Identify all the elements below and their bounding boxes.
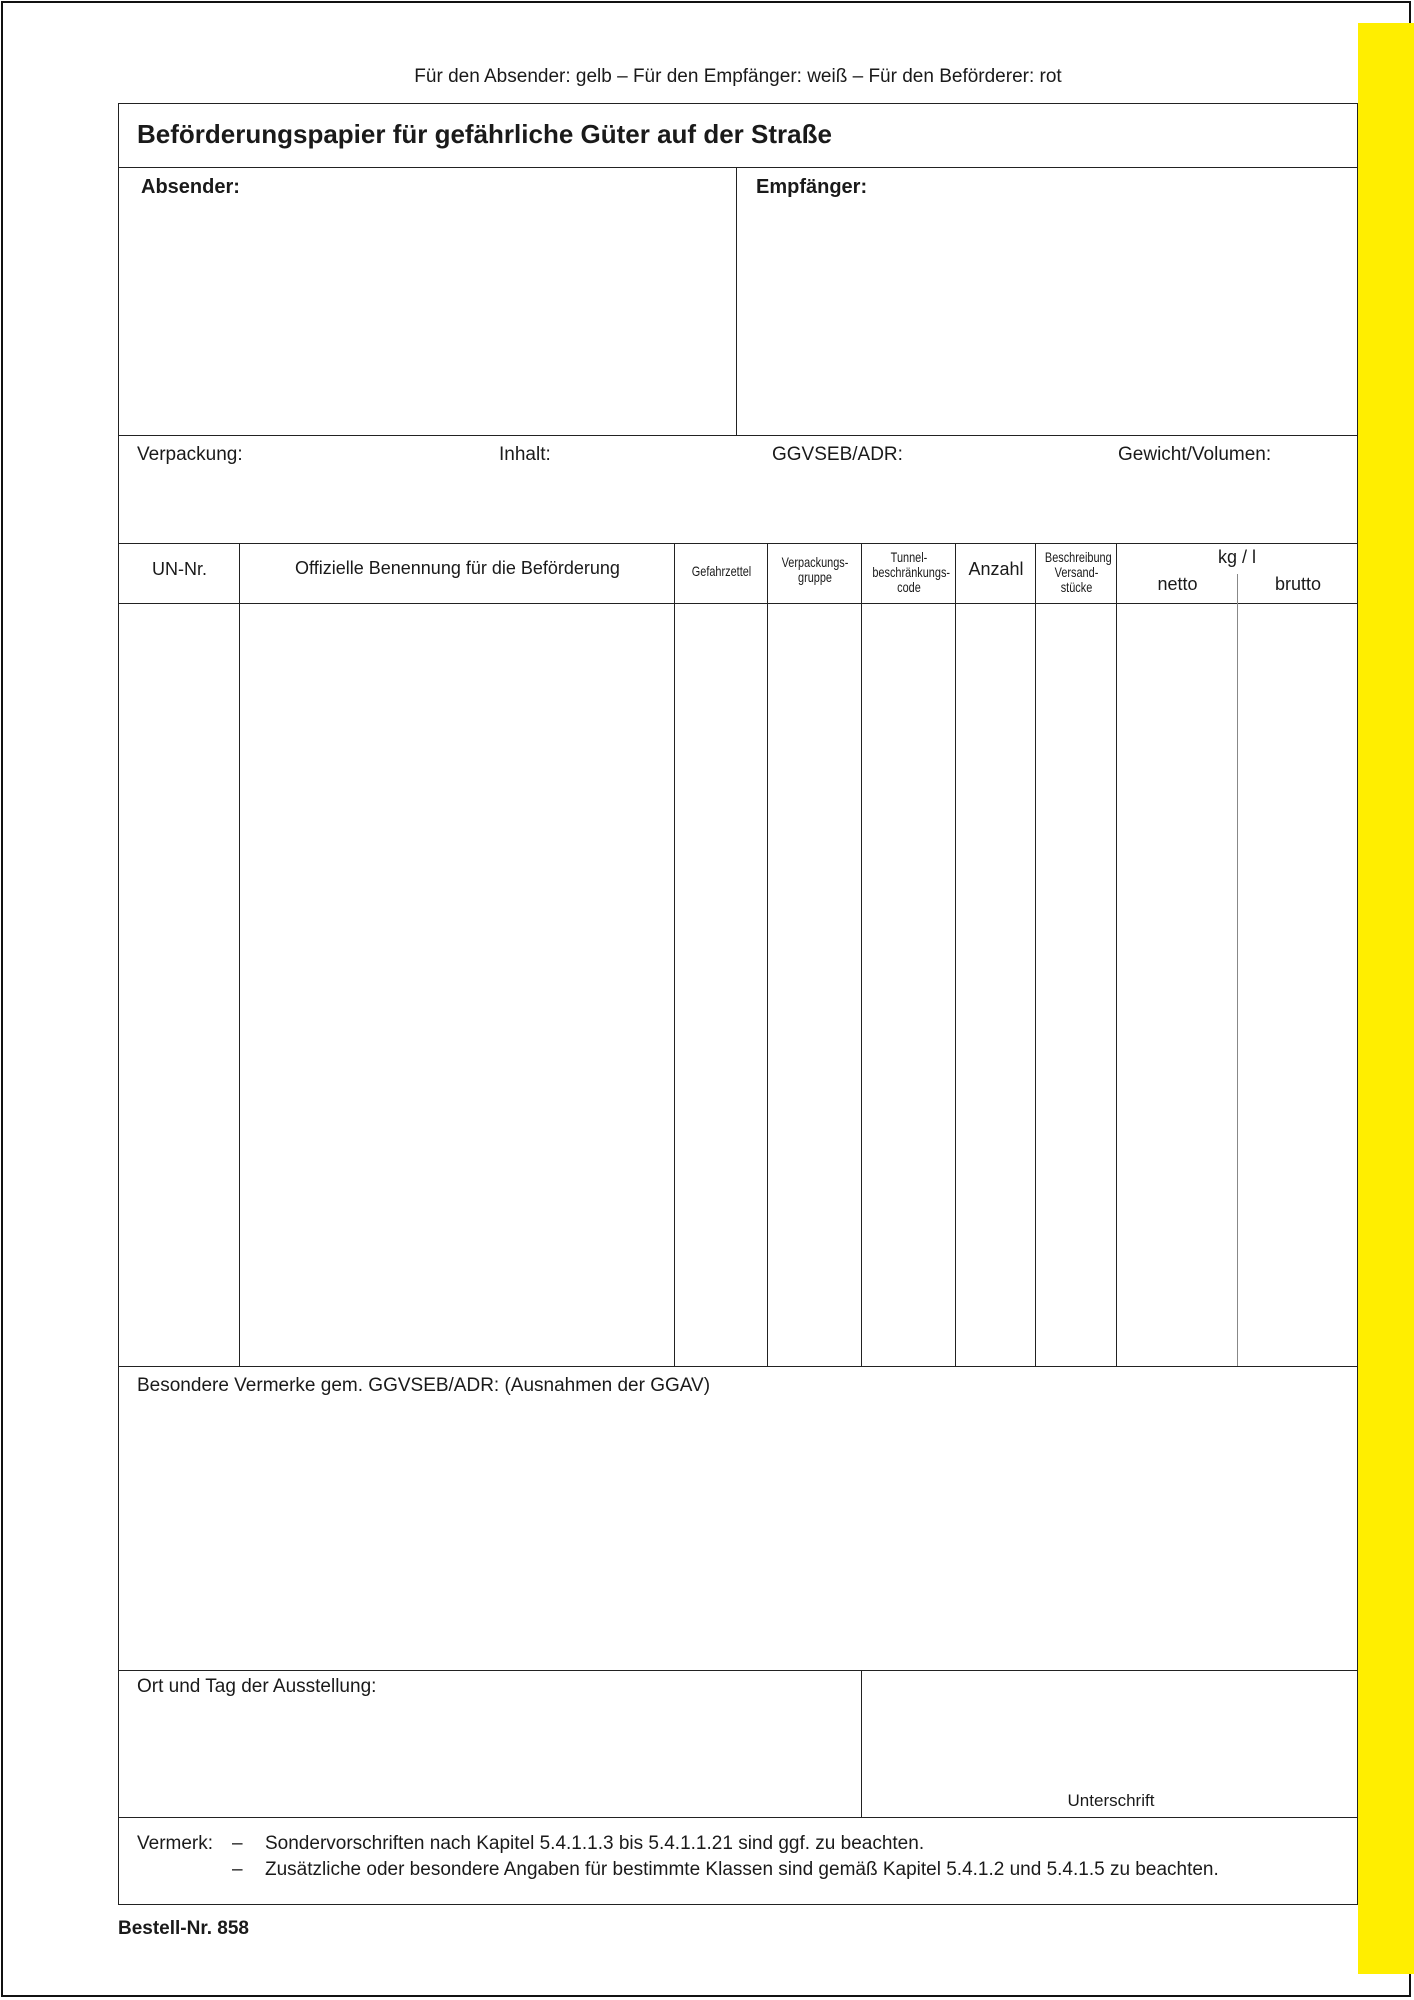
table-cell-net[interactable] — [1118, 605, 1237, 1365]
table-cell-gross[interactable] — [1239, 605, 1357, 1365]
special-notes-label: Besondere Vermerke gem. GGVSEB/ADR: (Ausnahmen der GGAV) — [137, 1375, 711, 1396]
meta-fields[interactable] — [119, 470, 1357, 542]
divider — [118, 543, 1358, 544]
divider — [118, 167, 1358, 168]
divider — [118, 603, 1358, 604]
col-header-tunnel-code-line: beschränkungs- — [872, 564, 951, 580]
table-cell-hazard-label[interactable] — [676, 605, 767, 1365]
divider — [239, 544, 240, 1366]
divider — [767, 544, 768, 1366]
divider — [118, 1366, 1358, 1367]
col-header-package-description-line: Beschreibung — [1044, 549, 1112, 565]
remark-dash: – — [232, 1859, 243, 1880]
place-date-label: Ort und Tag der Ausstellung: — [137, 1676, 377, 1697]
ggvseb-label: GGVSEB/ADR: — [772, 444, 903, 465]
col-header-tunnel-code-line: Tunnel- — [890, 549, 928, 565]
col-header-hazard-label: Gefahrzettel — [691, 563, 752, 579]
table-cell-quantity[interactable] — [957, 605, 1035, 1365]
sender-field[interactable] — [119, 169, 736, 434]
divider — [118, 435, 1358, 436]
remark-item: Sondervorschriften nach Kapitel 5.4.1.1.3 bis 5.4.1.1.21 sind ggf. zu beachten. — [265, 1833, 925, 1854]
special-notes-field[interactable] — [119, 1400, 1357, 1668]
col-header-quantity: Anzahl — [968, 559, 1024, 579]
divider — [1116, 544, 1117, 1366]
col-header-official-name: Offizielle Benennung für die Beförderung — [295, 558, 620, 578]
divider — [1237, 574, 1238, 1366]
table-cell-un-nr[interactable] — [119, 605, 239, 1365]
table-cell-tunnel-code[interactable] — [863, 605, 955, 1365]
col-header-tunnel-code — [872, 549, 951, 595]
weight-volume-label: Gewicht/Volumen: — [1118, 444, 1272, 465]
divider — [118, 1817, 1358, 1818]
divider — [1035, 544, 1036, 1366]
col-header-package-description — [1044, 549, 1112, 595]
signature-label: Unterschrift — [1067, 1791, 1155, 1810]
form-title: Beförderungspapier für gefährliche Güter auf der Straße — [137, 119, 832, 149]
remark-dash: – — [232, 1833, 243, 1854]
col-header-un-nr: UN-Nr. — [152, 559, 207, 579]
recipient-label: Empfänger: — [756, 176, 868, 198]
yellow-copy-strip — [1358, 23, 1414, 1974]
divider — [736, 168, 737, 435]
table-cell-packing-group[interactable] — [769, 605, 861, 1365]
col-header-net: netto — [1157, 574, 1198, 594]
col-header-kg-l: kg / l — [1217, 547, 1256, 567]
signature-field[interactable] — [863, 1672, 1357, 1788]
table-cell-official-name[interactable] — [241, 605, 674, 1365]
place-date-field[interactable] — [119, 1700, 861, 1816]
col-header-gross: brutto — [1274, 574, 1322, 594]
col-header-packing-group-line: gruppe — [797, 569, 833, 585]
divider — [861, 1671, 862, 1817]
recipient-field[interactable] — [738, 169, 1357, 434]
copy-color-note: Für den Absender: gelb – Für den Empfänger: weiß – Für den Beförderer: rot — [414, 66, 1062, 87]
divider — [674, 544, 675, 1366]
remark-label: Vermerk: — [137, 1833, 214, 1854]
col-header-package-description-line: stücke — [1060, 579, 1093, 595]
sender-label: Absender: — [141, 176, 240, 198]
col-header-package-description-line: Versand- — [1054, 564, 1099, 580]
remark-item: Zusätzliche oder besondere Angaben für bestimmte Klassen sind gemäß Kapitel 5.4.1.2 und 5.4.1.5 zu beachten. — [265, 1859, 1219, 1880]
col-header-packing-group — [778, 555, 851, 585]
col-header-packing-group-line: Verpackungs- — [781, 554, 849, 570]
divider — [955, 544, 956, 1366]
packaging-label: Verpackung: — [137, 444, 243, 465]
col-header-tunnel-code-line: code — [897, 579, 921, 595]
divider — [861, 544, 862, 1366]
order-number: Bestell-Nr. 858 — [118, 1918, 249, 1939]
divider — [118, 1670, 1358, 1671]
table-cell-package-description[interactable] — [1037, 605, 1116, 1365]
content-label: Inhalt: — [499, 444, 551, 465]
